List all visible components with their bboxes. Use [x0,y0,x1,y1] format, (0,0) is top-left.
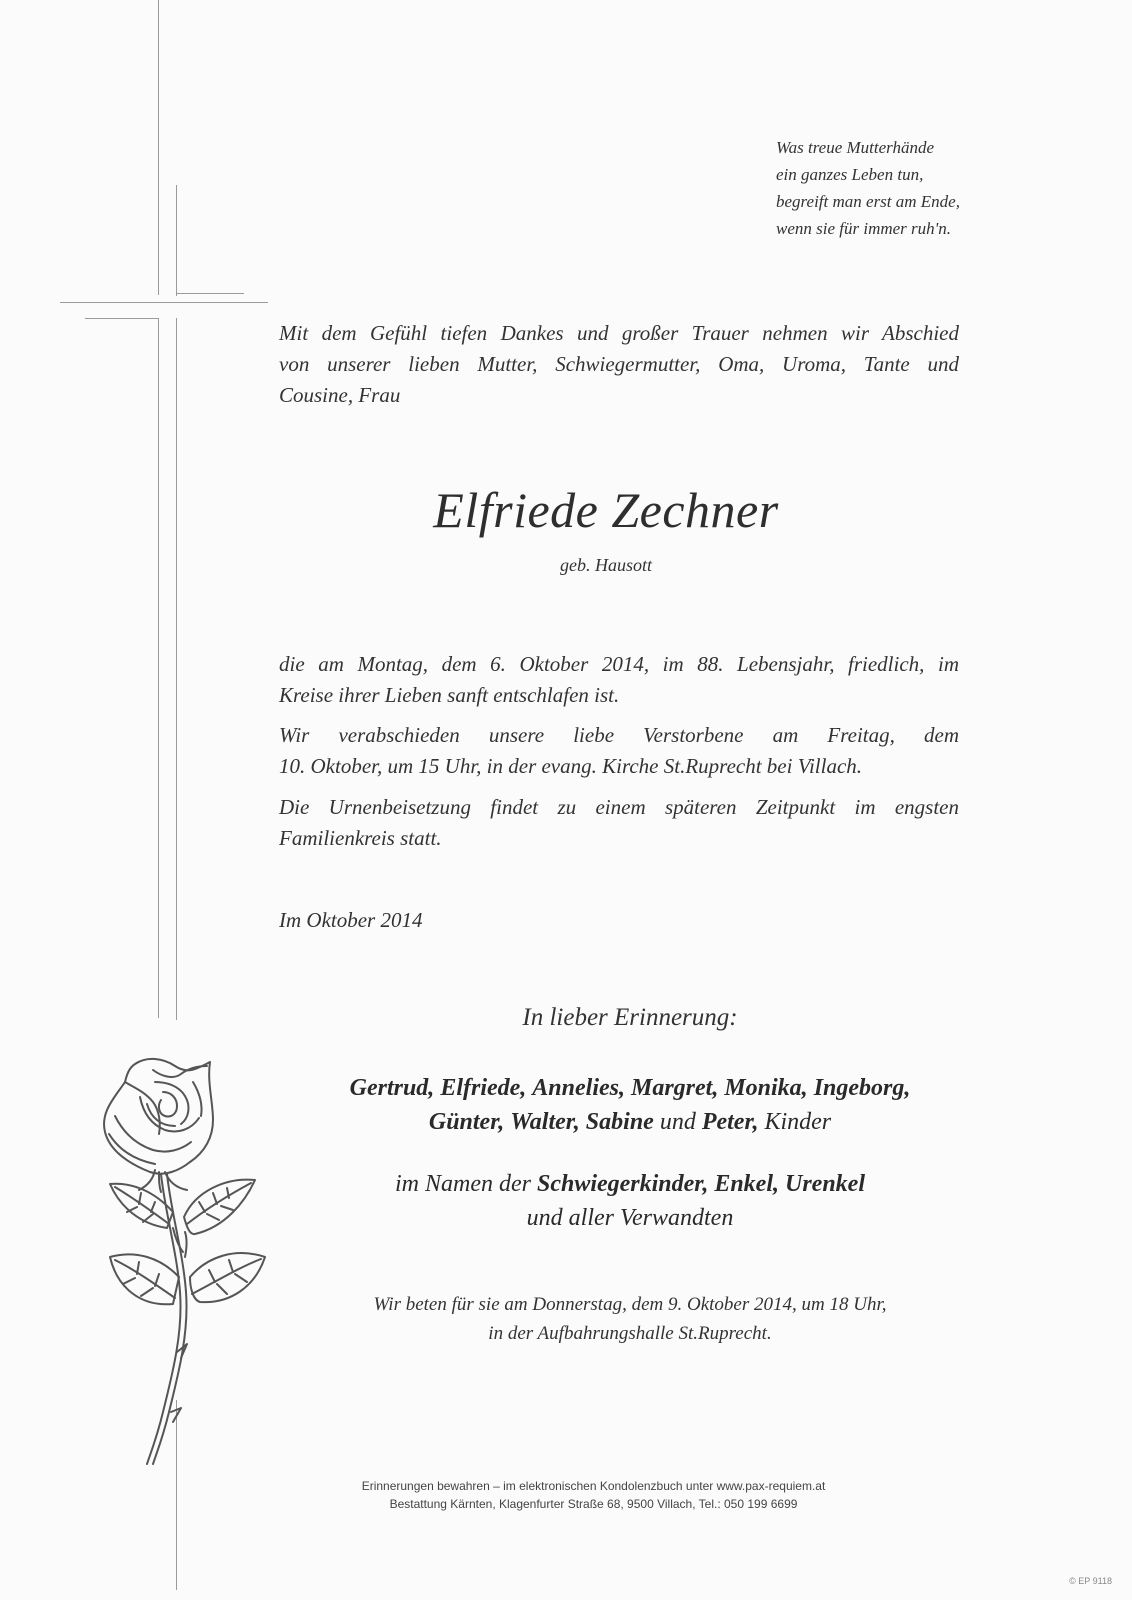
print-code: © EP 9118 [1069,1576,1112,1586]
poem-line: begreift man erst am Ende, [776,192,960,211]
poem-line: Was treue Mutterhände [776,138,935,157]
memory-heading: In lieber Erinnerung: [522,1004,738,1031]
cross-vertical-right-top [176,185,177,296]
mourner-name: Ingeborg, [813,1075,911,1101]
mourner-name: Margret, [630,1075,719,1101]
prayer-notice [280,1290,980,1348]
footer [0,1477,1132,1513]
urn-notice [279,792,979,854]
urn-line: Familienkreis statt. [279,826,442,850]
cross-horizontal-lower [85,318,158,319]
farewell-line: Wir verabschieden unsere liebe Verstorbene am Freitag, dem [279,723,959,747]
family-groups: Schwiegerkinder, Enkel, Urenkel [536,1171,865,1197]
intro-line: von unserer lieben Mutter, Schwiegermutter, Oma, Uroma, Tante und [279,352,959,376]
family-mention [280,1167,980,1235]
mourner-name: Peter, [701,1109,759,1135]
footer-line: Bestattung Kärnten, Klagenfurter Straße 68, 9500 Villach, Tel.: 050 199 6699 [389,1497,798,1511]
mourner-name: Walter, [510,1109,580,1135]
poem [776,134,1026,242]
poem-line: wenn sie für immer ruh'n. [776,219,952,238]
mourner-role: Kinder [764,1109,832,1135]
mourner-name: Annelies, [532,1075,625,1101]
mourner-name: Monika, [724,1075,808,1101]
cross-vertical-right-bottom [176,318,177,1020]
mourners-line-2 [280,1105,980,1139]
mourner-name: Gertrud, [349,1075,435,1101]
prayer-line: in der Aufbahrungshalle St.Ruprecht. [488,1323,772,1344]
cross-horizontal-short [176,293,244,294]
intro-text [279,318,979,411]
cross-vertical-left-bottom [158,318,159,1018]
mourners-line-1 [280,1071,980,1105]
mourner-name: Sabine [585,1109,654,1135]
prayer-line: Wir beten für sie am Donnerstag, dem 9. Oktober 2014, um 18 Uhr, [373,1294,887,1315]
rose-icon [95,1052,270,1467]
death-notice-line: Kreise ihrer Lieben sanft entschlafen ist. [279,683,620,707]
mourner-name: Günter, [428,1109,505,1135]
intro-line: Cousine, Frau [279,383,401,407]
cross-vertical-left-top [158,0,159,295]
deceased-name: Elfriede Zechner [433,482,779,538]
mourner-conjunction: und [659,1109,696,1135]
death-notice-line: die am Montag, dem 6. Oktober 2014, im 88. Lebensjahr, friedlich, im [279,652,959,676]
footer-line: Erinnerungen bewahren – im elektronischen Kondolenzbuch unter www.pax-requiem.at [361,1479,826,1493]
farewell-line: 10. Oktober, um 15 Uhr, in der evang. Kirche St.Ruprecht bei Villach. [279,754,863,778]
mourners [280,1071,980,1139]
urn-line: Die Urnenbeisetzung findet zu einem späteren Zeitpunkt im engsten [279,795,959,819]
date-line: Im Oktober 2014 [279,908,423,932]
family-prefix: im Namen der [394,1171,531,1197]
poem-line: ein ganzes Leben tun, [776,165,924,184]
intro-line: Mit dem Gefühl tiefen Dankes und großer Trauer nehmen wir Abschied [279,321,959,345]
family-line-1 [280,1167,980,1201]
cross-horizontal-upper [60,302,268,303]
mourner-name: Elfriede, [440,1075,527,1101]
family-line-2: und aller Verwandten [526,1205,734,1231]
farewell-notice [279,720,979,782]
death-notice [279,649,979,711]
birth-name: geb. Hausott [560,555,652,575]
